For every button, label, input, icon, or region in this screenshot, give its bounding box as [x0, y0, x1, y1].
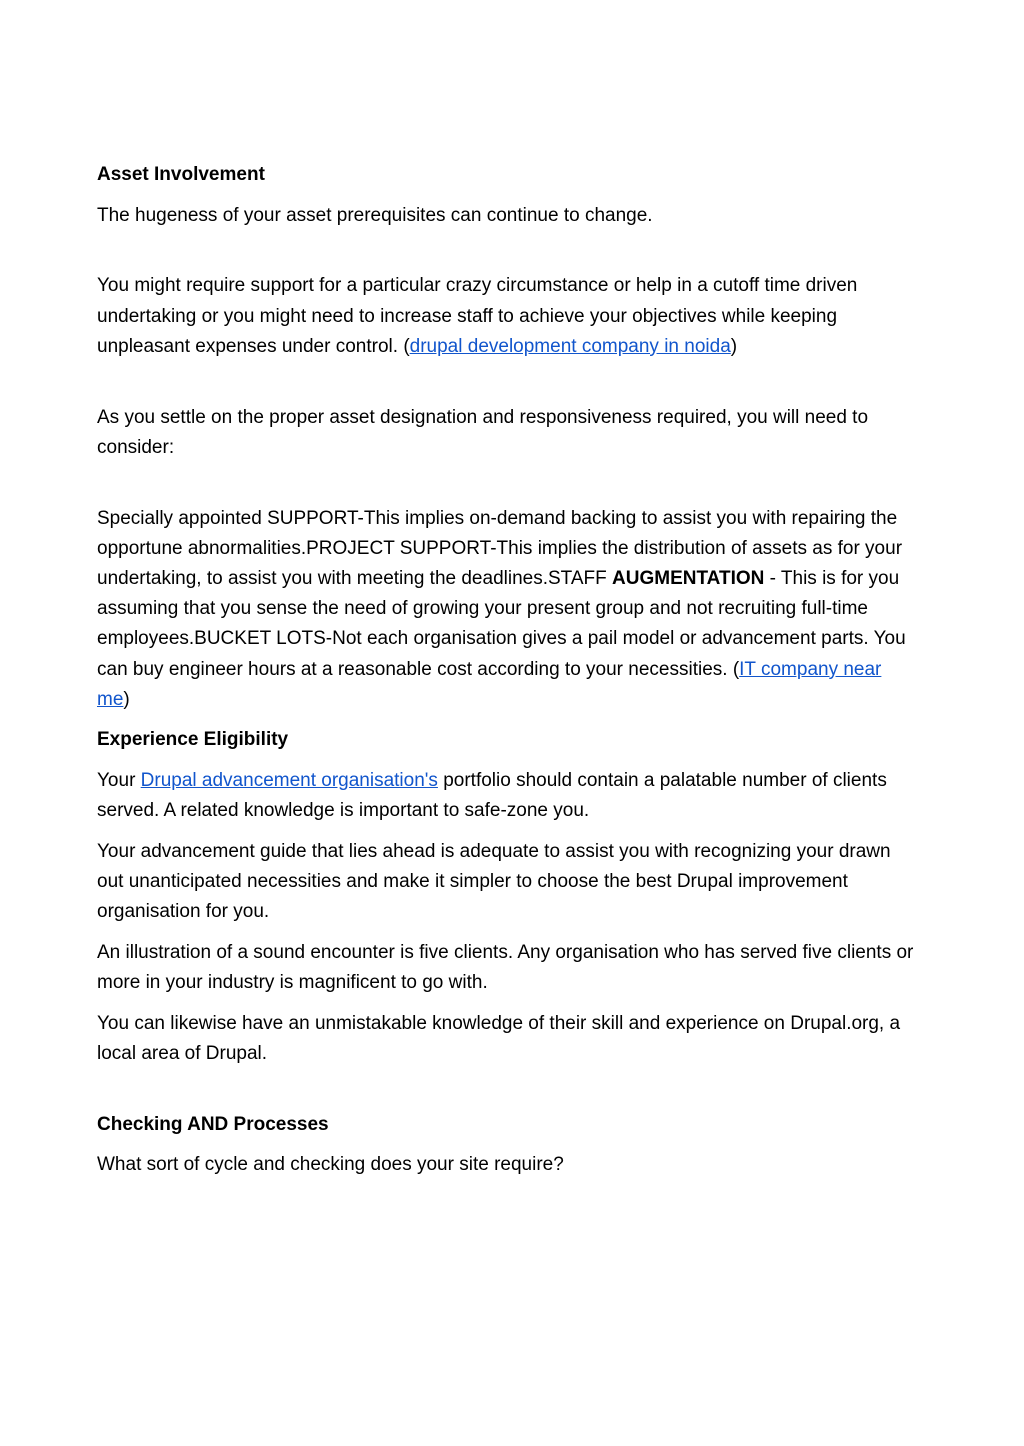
- paragraph-experience-portfolio: [97, 766, 917, 826]
- paragraph-experience-illustration: An illustration of a sound encounter is five clients. Any organisation who has served five clients or more in your industry is magnificent to go with.: [97, 941, 914, 993]
- heading-checking-processes: Checking AND Processes: [97, 1113, 329, 1135]
- bold-augmentation: AUGMENTATION: [612, 568, 765, 589]
- paragraph-asset-options: [97, 504, 917, 715]
- paragraph-experience-drupal-org: You can likewise have an unmistakable knowledge of their skill and experience on Drupal.org, a local area of Drupal.: [97, 1012, 901, 1064]
- heading-experience-eligibility: Experience Eligibility: [97, 729, 289, 751]
- paragraph-checking-question: What sort of cycle and checking does your site require?: [97, 1154, 564, 1176]
- link-drupal-development-company[interactable]: drupal development company in noida: [409, 335, 731, 357]
- paragraph-text: Your: [97, 770, 141, 791]
- paragraph-asset-support: [97, 271, 917, 362]
- paragraph-text: You might require support for a particular crazy circumstance or help in a cutoff time driven undertaking or you might need to increase staff to achieve your objectives while keeping unpleasant expenses under control. (: [97, 275, 858, 357]
- paragraph-text-continued: - This is for you assuming that you sense the need of growing your present group and not recruiting full-time employees.BUCKET LOTS-Not each organisation gives a pail model or advancement parts. You can buy engineer hours at a reasonable cost according to your necessities. (: [97, 568, 906, 680]
- paragraph-text-continued: portfolio should contain a palatable number of clients served. A related knowledge is important to safe-zone you.: [97, 770, 887, 822]
- document-body: [97, 160, 917, 1191]
- paragraph-text-close: ): [730, 335, 738, 357]
- paragraph-text-close: ): [123, 688, 130, 710]
- paragraph-experience-guide: Your advancement guide that lies ahead is adequate to assist you with recognizing your drawn out unanticipated necessities and make it simpler to choose the best Drupal improvement organisation for you.: [97, 840, 891, 923]
- link-drupal-advancement-organisation[interactable]: Drupal advancement organisation's: [140, 770, 438, 791]
- link-it-company-near-me[interactable]: IT company near me: [97, 658, 882, 710]
- paragraph-asset-hugeness: The hugeness of your asset prerequisites can continue to change.: [97, 204, 653, 226]
- paragraph-text: Specially appointed SUPPORT-This implies on-demand backing to assist you with repairing the opportune abnormalities.PROJECT SUPPORT-This implies the distribution of assets as for your undertaking, to assist you with meeting the deadlines.STAFF: [97, 507, 903, 589]
- heading-asset-involvement: Asset Involvement: [97, 164, 265, 185]
- paragraph-asset-consider: As you settle on the proper asset designation and responsiveness required, you will need to consider:: [97, 406, 869, 458]
